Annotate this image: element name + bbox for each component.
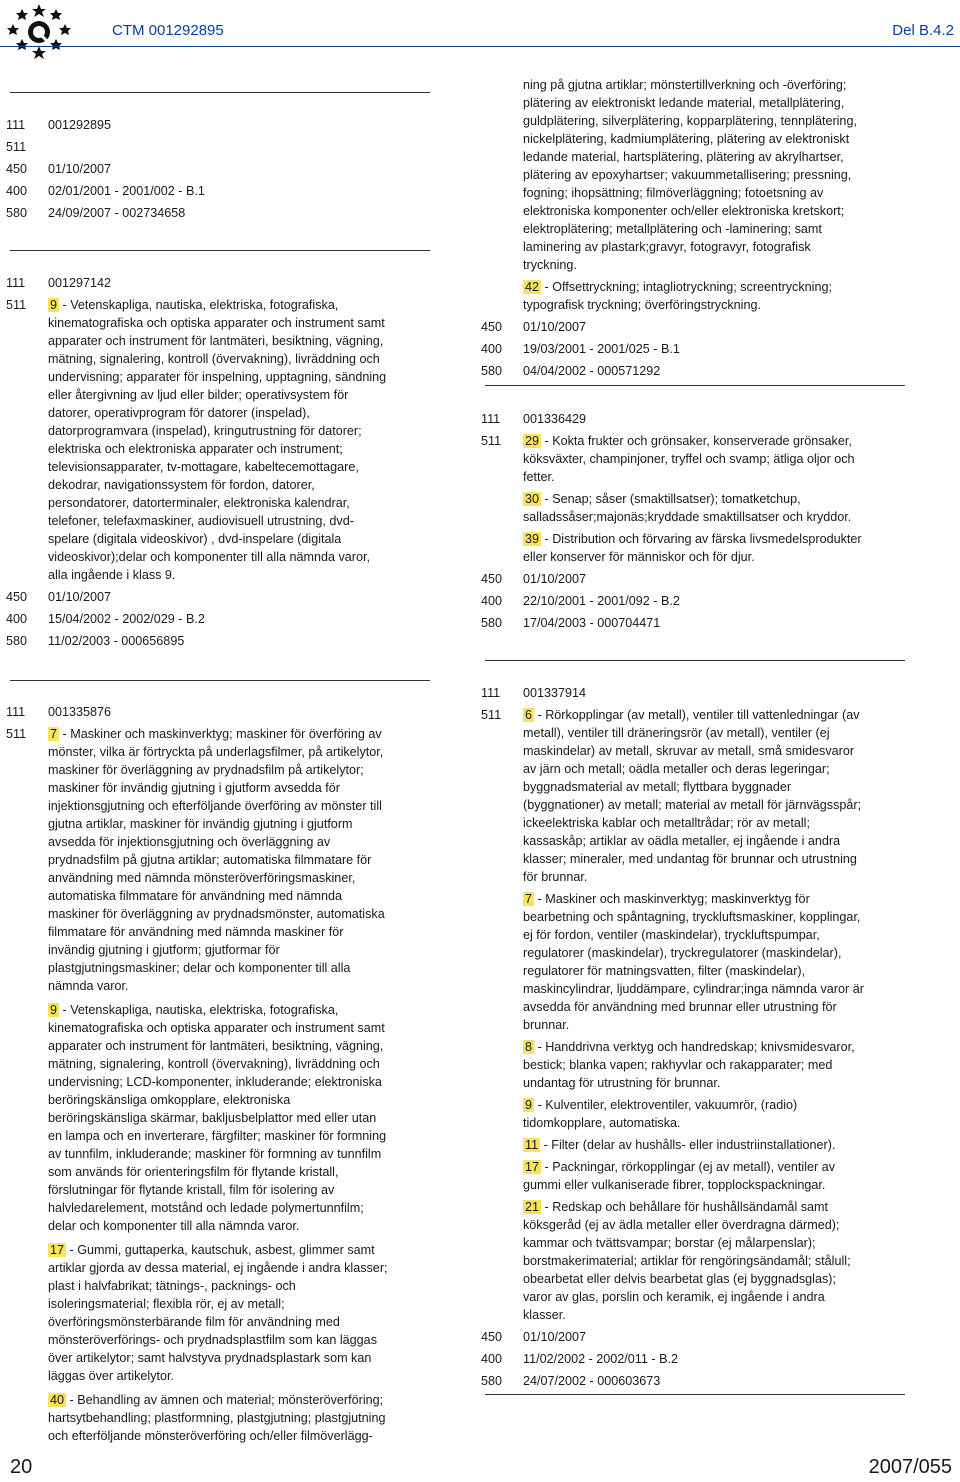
divider bbox=[10, 680, 430, 681]
class-number: 21 bbox=[525, 1200, 540, 1214]
header-divider bbox=[0, 46, 960, 47]
class-number: 8 bbox=[525, 1040, 533, 1054]
class-description: - Packningar, rörkopplingar (ej av metall), ventiler av gummi eller vulkaniserade fibrer, topplockspackningar. bbox=[523, 1160, 835, 1192]
filing-info: 19/03/2001 - 2001/025 - B.1 bbox=[523, 342, 680, 356]
filing-info: 11/02/2002 - 2002/011 - B.2 bbox=[523, 1352, 678, 1366]
code-label: 450 bbox=[6, 590, 28, 604]
code-label: 400 bbox=[481, 1352, 503, 1366]
code-label: 511 bbox=[481, 708, 502, 722]
header-section: Del B.4.2 bbox=[892, 22, 954, 39]
class-description: - Vetenskapliga, nautiska, elektriska, fotografiska, kinematografiska och optiska apparater och instrument samt apparater och instrument för lantmäteri, besiktning, vägning, mätning, signalering, kontroll (övervakning), livräddning och undervisning; apparater för inspelning, upptagning, sändning eller återgivning av ljud eller bilder; operativsystem för datorer, operativprogram för datorer (inspelad), datorprogramvara (inspelad), kringutrustning för datorer; elektriska och elektroniska apparater och instrument; televisionsapparater, tv-mottagare, kabeltecemottagare, dekodrar, navigationssystem för fordon, datorer, persondatorer, datorterminaler, elektroniska kalendrar, telefoner, telefaxmaskiner, audiovisuell utrustning, dvd-spelare (digitala videoskivor) , dvd-inspelare (digitala videoskivor);delar och komponenter till alla nämnda varor, alla ingående i klass 9. bbox=[48, 298, 387, 582]
trademark-number: 001335876 bbox=[48, 705, 112, 719]
code-label: 400 bbox=[6, 184, 28, 198]
class-description: - Redskap och behållare för hushållsändamål samt köksgeråd (ej av ädla metaller eller överdragna därmed); kammar och tvättsvampar; borstar (ej målarpenslar); borstmakerimaterial; artiklar för rengöringsändamål; stålull; obearbetat eller delvis bearbetat glas (ej byggnadsglas); varor av glas, porslin och keramik, ej ingående i andra klasser. bbox=[523, 1200, 851, 1322]
code-label: 580 bbox=[6, 634, 28, 648]
class-number: 42 bbox=[525, 280, 540, 294]
filing-info: 15/04/2002 - 2002/029 - B.2 bbox=[48, 612, 205, 626]
code-label: 511 bbox=[6, 298, 27, 312]
page-number: 20 bbox=[10, 1456, 33, 1478]
code-label: 111 bbox=[481, 686, 501, 700]
code-label: 400 bbox=[481, 594, 503, 608]
code-label: 511 bbox=[6, 727, 27, 741]
code-label: 111 bbox=[6, 276, 26, 290]
publication-date: 01/10/2007 bbox=[523, 572, 587, 586]
entry-block-3 bbox=[6, 703, 392, 1445]
class-description: - Rörkopplingar (av metall), ventiler till vattenledningar (av metall), ventiler till dräneringsrör (av metall), ventiler (ej maskindelar) av metall, skruvar av metall, små smidesvaror av järn och metall; oädla metaller och deras legeringar; byggnadsmaterial av metall; flyttbara byggnader (byggnationer) av metall; material av metall för järnvägsspår; ickeelektriska kablar och metalltrådar; rör av metall; kassaskåp; artiklar av oädla metaller, ej ingående i andra klasser; mineraler, med undantag för brunnar och utrustning för brunnar. bbox=[523, 708, 862, 884]
class-number: 39 bbox=[525, 532, 540, 546]
class-number: 9 bbox=[525, 1098, 533, 1112]
class-description: - Filter (delar av hushålls- eller industriinstallationer). bbox=[543, 1138, 836, 1152]
code-label: 450 bbox=[481, 320, 503, 334]
entry-block-5 bbox=[481, 410, 867, 632]
class-description: - Handdrivna verktyg och handredskap; knivsmidesvaror, bestick; blanka vapen; rakhyvlar och rakapparater; med undantag för utrustning för brunnar. bbox=[523, 1040, 855, 1090]
trademark-number: 001337914 bbox=[523, 686, 587, 700]
filing-info: 02/01/2001 - 2001/002 - B.1 bbox=[48, 184, 205, 198]
code-label: 111 bbox=[6, 118, 26, 132]
issue-number: 2007/055 bbox=[868, 1456, 952, 1478]
class-description: - Maskiner och maskinverktyg; maskinverktyg för bearbetning och spåntagning, tryckluftsmaskiner, kopplingar, ej för fordon, ventiler (maskindelar), tryckluftspumpar, regulatorer (maskindelar), tryckregulatorer (maskindelar), regulatorer för matningsvatten, filter (maskindelar), maskincylindrar, ljuddämpare, cylindrar;inga nämnda varor är avsedda för användning med brunnar eller utrustning för brunnar. bbox=[523, 892, 864, 1032]
registration-info: 24/07/2002 - 000603673 bbox=[523, 1374, 661, 1388]
code-label: 580 bbox=[481, 1374, 503, 1388]
publication-date: 01/10/2007 bbox=[48, 590, 112, 604]
trademark-number: 001292895 bbox=[48, 118, 112, 132]
header-document-number: CTM 001292895 bbox=[112, 22, 224, 39]
registration-info: 24/09/2007 - 002734658 bbox=[48, 206, 186, 220]
filing-info: 22/10/2001 - 2001/092 - B.2 bbox=[523, 594, 680, 608]
divider bbox=[485, 660, 905, 661]
divider bbox=[10, 92, 430, 93]
class-number: 6 bbox=[525, 708, 533, 722]
code-label: 511 bbox=[481, 434, 502, 448]
divider bbox=[485, 385, 905, 386]
publication-date: 01/10/2007 bbox=[523, 1330, 587, 1344]
class-description: - Offsettryckning; intagliotryckning; screentryckning; typografisk tryckning; överföringstryckning. bbox=[523, 280, 832, 312]
class-number: 17 bbox=[50, 1243, 65, 1257]
code-label: 511 bbox=[6, 140, 27, 154]
class-number: 9 bbox=[50, 1003, 58, 1017]
class-description-continued: ning på gjutna artiklar; mönstertillverkning och -överföring; plätering av elektroniskt ledande material, metallplätering, guldplätering, silverplätering, kopparplätering, tennplätering, nickelplätering, kadmiumplätering, plätering av elektroniskt ledande material, hartsplätering, plätering av akrylhartser, plätering av epoxyhartser; vakuummetallisering; pressning, fogning; ihopsättning; filmöverläggning; fotoetsning av elektroniska komponenter och/eller elektroniska kretskort; elektroplätering; metallplätering och -laminering; samt laminering av plastark;gravyr, fotogravyr, fotografisk tryckning. bbox=[523, 78, 857, 272]
class-number: 17 bbox=[525, 1160, 540, 1174]
divider bbox=[485, 1394, 905, 1395]
entry-block-2 bbox=[6, 274, 392, 650]
class-number: 29 bbox=[525, 434, 540, 448]
class-description: - Kokta frukter och grönsaker, konserverade grönsaker, köksväxter, champinjoner, tryffel och svamp; ätliga oljor och fetter. bbox=[523, 434, 855, 484]
class-description: - Distribution och förvaring av färska livsmedelsprodukter eller konserver för människor och för djur. bbox=[523, 532, 862, 564]
entry-block-4 bbox=[481, 76, 867, 380]
class-number: 40 bbox=[50, 1393, 65, 1407]
code-label: 450 bbox=[6, 162, 28, 176]
trademark-number: 001297142 bbox=[48, 276, 112, 290]
class-description: - Vetenskapliga, nautiska, elektriska, fotografiska, kinematografiska och optiska apparater och instrument samt apparater och instrument för lantmäteri, besiktning, vägning, mätning, signalering, kontroll (övervakning), livräddning och undervisning; LCD-komponenter, inkluderande; elektroniska beröringskänsliga omkopplare, elektroniska beröringskänsliga skärmar, bakljusbelplattor med eller utan en lampa och en inverterare, färgfilter; maskiner för formning av tunnfilm, inkluderande; maskiner för formning av tunnfilm som används för orienteringsfilm för flytande kristall, förslutningar för flytande kristall, film för isolering av halvledarelement, motstånd och ledade polymertunnfilm; delar och komponenter till alla nämnda varor. bbox=[48, 1003, 387, 1233]
code-label: 580 bbox=[6, 206, 28, 220]
publication-date: 01/10/2007 bbox=[48, 162, 112, 176]
code-label: 400 bbox=[481, 342, 503, 356]
registration-info: 04/04/2002 - 000571292 bbox=[523, 364, 661, 378]
code-label: 111 bbox=[6, 705, 26, 719]
code-label: 400 bbox=[6, 612, 28, 626]
divider bbox=[10, 250, 430, 251]
code-label: 111 bbox=[481, 412, 501, 426]
registration-info: 17/04/2003 - 000704471 bbox=[523, 616, 661, 630]
entry-block-6 bbox=[481, 684, 867, 1390]
class-number: 7 bbox=[525, 892, 533, 906]
trademark-number: 001336429 bbox=[523, 412, 587, 426]
class-description: - Senap; såser (smaktillsatser); tomatketchup, salladssåser;majonäs;kryddade smaktillsatser och kryddor. bbox=[523, 492, 852, 524]
entry-block-1 bbox=[6, 116, 392, 222]
class-description: - Maskiner och maskinverktyg; maskiner för överföring av mönster, vilka är förtryckta på underlagsfilmer, på artikelytor, maskiner för överläggning av prydnadsfilm på artikelytor; maskiner för invändig gjutning i gjutform avsedda för injektionsgjutning och efterföljande överföring av mönster till gjutna artiklar, maskiner för invändig gjutning i gjutform avsedda för injektionsgjutning och överläggning av prydnadsfilm på gjutna artiklar; automatiska filmmatare för användning med nämnda mönsteröverföringsmaskiner, automatiska filmmatare för användning med nämnda maskiner för överläggning av prydnadsmönster, automatiska filmmatare för användning med nämnda maskiner för invändig gjutning i gjutform; gjutformar för plastgjutningsmaskiner; delar och komponenter till alla nämnda varor. bbox=[48, 727, 385, 993]
publication-date: 01/10/2007 bbox=[523, 320, 587, 334]
class-description: - Behandling av ämnen och material; mönsteröverföring; hartsytbehandling; plastformning, plastgjutning; plastgjutning och efterföljande mönsteröverföring och/eller filmöverlägg- bbox=[48, 1393, 386, 1443]
registration-info: 11/02/2003 - 000656895 bbox=[48, 634, 185, 648]
class-description: - Gummi, guttaperka, kautschuk, asbest, glimmer samt artiklar gjorda av dessa material, ej ingående i andra klasser; plast i halvfabrikat; tätnings-, packnings- och isoleringsmaterial; flexibla rör, ej av metall; överföringsmönsterbärande film för användning med mönsteröverförings- och prydnadsplastfilm som kan läggas över artikelytor; samt halvstyva prydnadsplastark som kan läggas över artikelytor. bbox=[48, 1243, 388, 1383]
code-label: 580 bbox=[481, 616, 503, 630]
class-number: 11 bbox=[525, 1138, 539, 1152]
class-number: 9 bbox=[50, 298, 58, 312]
code-label: 450 bbox=[481, 1330, 503, 1344]
class-number: 30 bbox=[525, 492, 540, 506]
class-description: - Kulventiler, elektroventiler, vakuumrör, (radio) tidomkopplare, automatiska. bbox=[523, 1098, 798, 1130]
code-label: 580 bbox=[481, 364, 503, 378]
class-number: 7 bbox=[50, 727, 58, 741]
euro-stars-emblem-icon bbox=[4, 2, 74, 62]
code-label: 450 bbox=[481, 572, 503, 586]
